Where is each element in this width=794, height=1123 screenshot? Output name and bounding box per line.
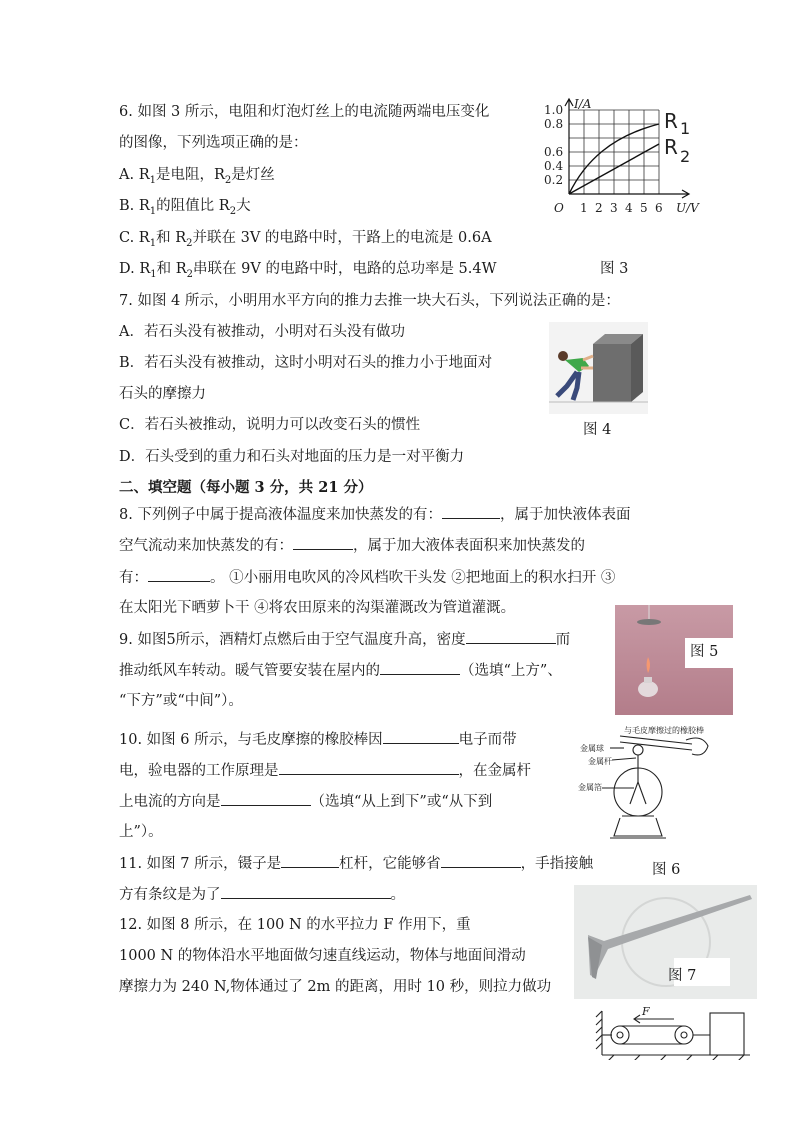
answer-blank[interactable] — [281, 853, 339, 868]
q6-option-c: C. $R_1$和 $R_2$并联在 3V 的电路中时，干路上的电流是 0.6A — [119, 230, 492, 249]
q8-line3: 有： 。 ①小丽用电吹风的冷风档吹干头发 ②把地面上的积水扫开 ③ — [119, 567, 615, 588]
ball-label: 金属球 — [580, 744, 604, 753]
answer-blank[interactable] — [279, 760, 459, 775]
answer-blank[interactable] — [442, 504, 500, 519]
q9-line2: 推动纸风车转动。暖气管要安装在屋内的 （选填“上方”、 — [119, 660, 562, 681]
q7-stem: 7. 如图 4 所示，小明用水平方向的推力去推一块大石头，下列说法正确的是： — [119, 293, 620, 309]
figure-3-caption: 图 3 — [600, 261, 629, 277]
section-2-title: 二、填空题（每小题 3 分，共 21 分） — [119, 479, 373, 496]
q7-option-b-line2: 石头的摩擦力 — [119, 386, 206, 402]
figure-6-diagram — [574, 722, 716, 852]
answer-blank[interactable] — [466, 629, 556, 644]
q8-line2: 空气流动来加快蒸发的有： ，属于加大液体表面积来加快蒸发的 — [119, 535, 585, 556]
figure-8-diagram — [594, 1005, 754, 1060]
q6-option-d: D. $R_1$和 $R_2$串联在 9V 的电路中时，电路的总功率是 5.4W — [119, 261, 497, 280]
answer-blank[interactable] — [221, 884, 391, 899]
q7-option-c: C．若石头被推动，说明力可以改变石头的惯性 — [119, 417, 421, 433]
q8-line1: 8. 下列例子中属于提高液体温度来加快蒸发的有： ，属于加快液体表面 — [119, 504, 630, 525]
stem-label: 金属杆 — [588, 757, 612, 766]
y-tick-label: 0.6 — [544, 145, 564, 159]
y-tick-label: 0.4 — [544, 159, 564, 173]
figure-4-image — [549, 322, 648, 414]
r1-label: R — [664, 109, 678, 133]
x-tick-label: 4 — [625, 201, 633, 215]
q9-line3: “下方”或“中间”）。 — [119, 693, 243, 709]
answer-blank[interactable] — [380, 660, 460, 675]
figure-7-caption: 图 7 — [668, 968, 697, 984]
y-tick-label: 1.0 — [544, 103, 564, 117]
rod-label: 与毛皮摩擦过的橡胶棒 — [624, 726, 704, 735]
answer-blank[interactable] — [221, 791, 311, 806]
x-tick-label: 5 — [640, 201, 648, 215]
figure-3-graph — [540, 96, 715, 221]
y-axis-label: I/A — [574, 97, 592, 111]
q11-line2: 方有条纹是为了 。 — [119, 884, 405, 905]
x-tick-label: 3 — [610, 201, 618, 215]
answer-blank[interactable] — [293, 535, 353, 550]
x-tick-label: 6 — [655, 201, 663, 215]
answer-blank[interactable] — [383, 729, 459, 744]
answer-blank[interactable] — [148, 567, 210, 582]
force-label: F — [642, 1005, 650, 1018]
q6-stem-line1: 6. 如图 3 所示，电阻和灯泡灯丝上的电流随两端电压变化 — [119, 104, 490, 120]
q6-option-b: B. $R_1$的阻值比 $R_2$大 — [119, 198, 251, 217]
q9-line1: 9. 如图5所示，酒精灯点燃后由于空气温度升高，密度 而 — [119, 629, 570, 650]
x-axis-label: U/V — [676, 201, 699, 215]
q7-option-d: D．石头受到的重力和石头对地面的压力是一对平衡力 — [119, 449, 465, 465]
q12-line1: 12. 如图 8 所示，在 100 N 的水平拉力 F 作用下，重 — [119, 917, 471, 933]
x-tick-label: 2 — [595, 201, 603, 215]
q10-line1: 10. 如图 6 所示，与毛皮摩擦的橡胶棒因 电子而带 — [119, 729, 517, 750]
r2-label-sub: 2 — [680, 147, 691, 166]
q12-line2: 1000 N 的物体沿水平地面做匀速直线运动，物体与地面间滑动 — [119, 948, 526, 964]
origin-label: O — [554, 201, 564, 215]
q6-stem-line2: 的图像，下列选项正确的是： — [119, 135, 308, 151]
figure-4-caption: 图 4 — [583, 422, 612, 438]
q10-line4: 上”）。 — [119, 824, 163, 840]
q12-line3: 摩擦力为 240 N,物体通过了 2m 的距离，用时 10 秒，则拉力做功 — [119, 979, 552, 995]
r2-label: R — [664, 135, 678, 159]
q10-line2: 电，验电器的工作原理是 ，在金属杆 — [119, 760, 531, 781]
r1-label-sub: 1 — [680, 119, 691, 138]
y-tick-label: 0.2 — [544, 173, 564, 187]
figure-5-caption: 图 5 — [690, 644, 719, 660]
x-tick-label: 1 — [580, 201, 588, 215]
q8-line4: 在太阳光下晒萝卜干 ④将农田原来的沟渠灌溉改为管道灌溉。 — [119, 600, 516, 616]
q7-option-b-line1: B．若石头没有被推动，这时小明对石头的推力小于地面对 — [119, 355, 493, 371]
figure-7-image — [574, 885, 757, 999]
q10-line3: 上电流的方向是 （选填“从上到下”或“从下到 — [119, 791, 492, 812]
answer-blank[interactable] — [441, 853, 521, 868]
q11-line1: 11. 如图 7 所示，镊子是 杠杆，它能够省 ，手指接触 — [119, 853, 593, 874]
foil-label: 金属箔 — [578, 783, 602, 792]
y-tick-label: 0.8 — [544, 117, 564, 131]
q7-option-a: A．若石头没有被推动，小明对石头没有做功 — [119, 324, 405, 340]
figure-6-caption: 图 6 — [652, 862, 681, 878]
q6-option-a: A. $R_1$是电阻，$R_2$是灯丝 — [119, 167, 275, 186]
